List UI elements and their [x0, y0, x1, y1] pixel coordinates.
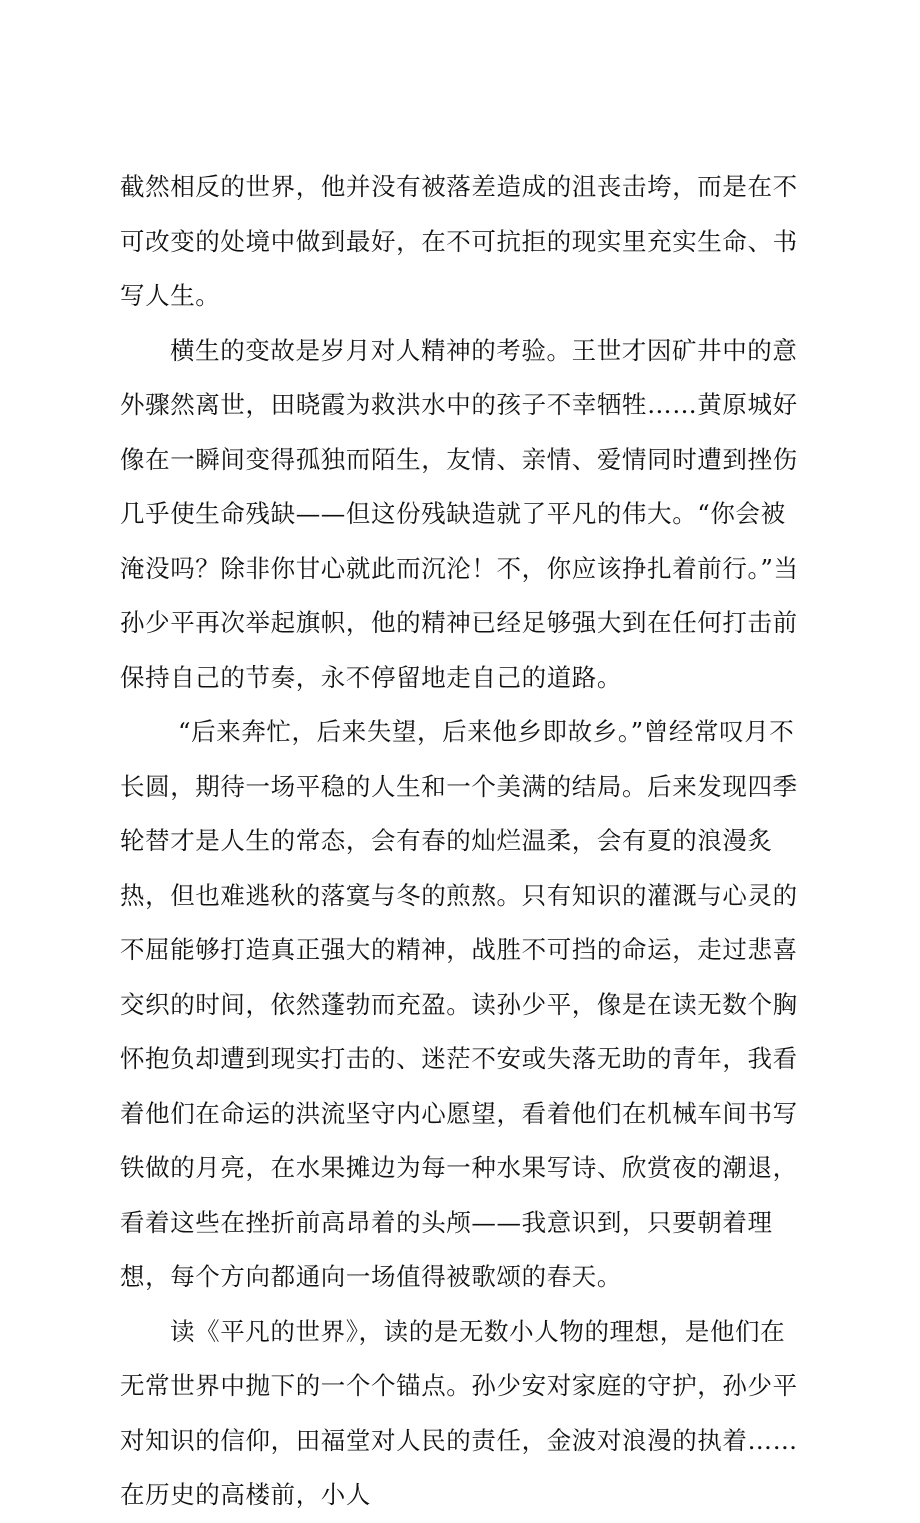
paragraph-2: 横生的变故是岁月对人精神的考验。王世才因矿井中的意外骤然离世，田晓霞为救洪水中的孩子不幸牺牲……黄原城好像在一瞬间变得孤独而陌生，友情、亲情、爱情同时遭到挫伤几乎使生命残缺——但这份残缺造就了平凡的伟大。“你会被淹没吗？除非你甘心就此而沉沦！不，你应该挣扎着前行。”当孙少平再次举起旗帜，他的精神已经足够强大到在任何打击前保持自己的节奏，永不停留地走自己的道路。 [120, 335, 799, 692]
document-body [120, 160, 810, 1523]
paragraph-3: “后来奔忙，后来失望，后来他乡即故乡。”曾经常叹月不长圆，期待一场平稳的人生和一个美满的结局。后来发现四季轮替才是人生的常态，会有春的灿烂温柔，会有夏的浪漫炙热，但也难逃秋的落寞与冬的煎熬。只有知识的灌溉与心灵的不屈能够打造真正强大的精神，战胜不可挡的命运，走过悲喜交织的时间，依然蓬勃而充盈。读孙少平，像是在读无数个胸怀抱负却遭到现实打击的、迷茫不安或失落无助的青年，我看着他们在命运的洪流坚守内心愿望，看着他们在机械车间书写铁做的月亮，在水果摊边为每一种水果写诗、欣赏夜的潮退，看着这些在挫折前高昂着的头颅——我意识到，只要朝着理想，每个方向都通向一场值得被歌颂的春天。 [120, 717, 798, 1291]
paragraph-1: 截然相反的世界，他并没有被落差造成的沮丧击垮，而是在不可改变的处境中做到最好，在不可抗拒的现实里充实生命、书写人生。 [120, 172, 798, 310]
paragraph-4: 读《平凡的世界》，读的是无数小人物的理想，是他们在无常世界中抛下的一个个锚点。孙少安对家庭的守护，孙少平对知识的信仰，田福堂对人民的责任，金波对浪漫的执着……在历史的高楼前，小人 [120, 1316, 798, 1509]
